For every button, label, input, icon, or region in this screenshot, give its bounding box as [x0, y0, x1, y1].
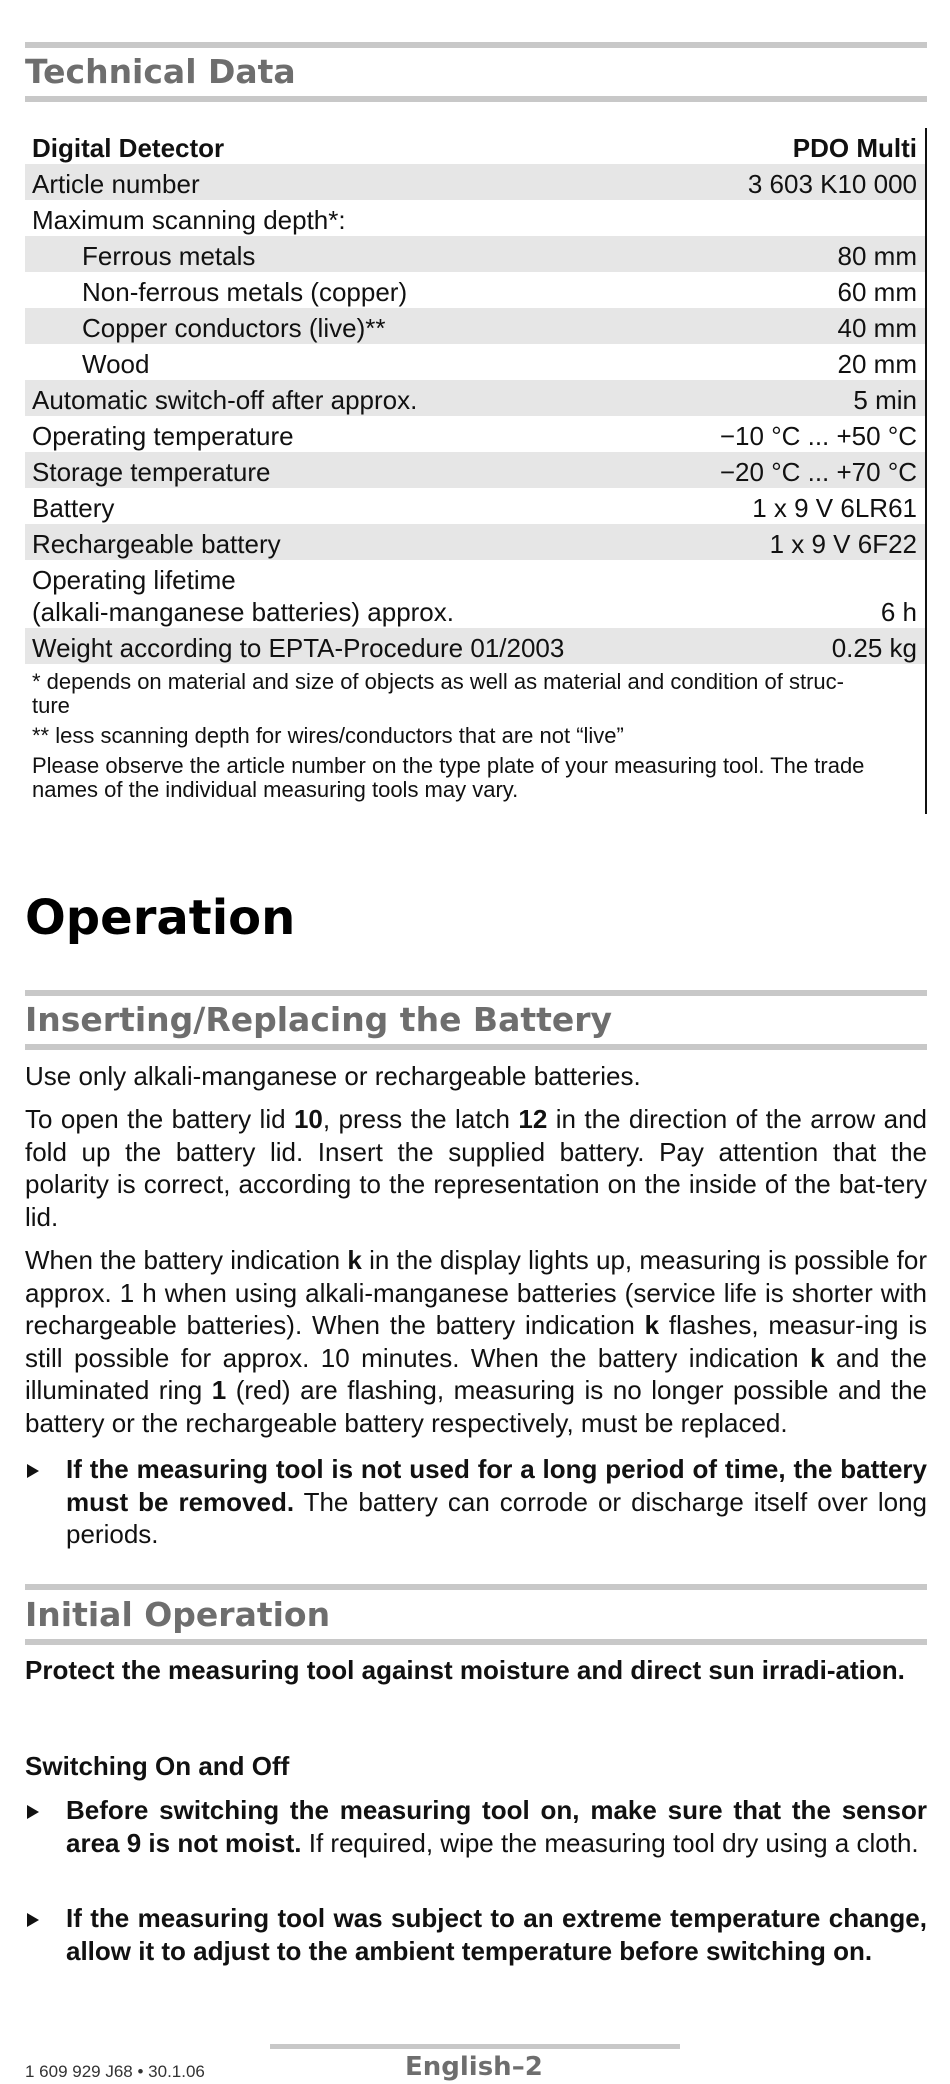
- text-run: To open the battery lid: [25, 1104, 294, 1134]
- operation-heading: Operation: [25, 890, 296, 946]
- row-value: 1 x 9 V 6F22: [769, 529, 917, 559]
- bold-ref: 12: [518, 1104, 548, 1134]
- section-rule-bottom: [25, 96, 927, 102]
- bullet-bold-text: Before switching the measuring tool on, make sure that the sensor area 9 is not moist.: [66, 1795, 927, 1858]
- row-label: Storage temperature: [32, 457, 271, 487]
- bullet-triangle-icon: [27, 1464, 39, 1478]
- footnote: [25, 754, 925, 802]
- section-rule-top: [25, 1584, 927, 1590]
- row-label: Operating temperature: [32, 421, 294, 451]
- bullet-triangle-icon: [27, 1805, 39, 1819]
- technical-data-table: [25, 128, 927, 802]
- section-rule-top: [25, 42, 927, 48]
- row-value: 40 mm: [837, 313, 917, 343]
- row-label: Battery: [32, 493, 115, 523]
- text-run: in the direction of the arrow and fold up the battery lid. Insert the supplied battery. Pay attention that the polarity is correct, according to the representation on the inside of the bat-tery lid.: [25, 1104, 927, 1232]
- battery-paragraph: [25, 1244, 927, 1439]
- table-row: [25, 416, 925, 452]
- battery-paragraph: Use only alkali-manganese or rechargeable batteries.: [25, 1061, 641, 1091]
- technical-data-heading: Technical Data: [25, 52, 296, 91]
- bold-ref: k: [810, 1342, 825, 1373]
- table-row: [25, 524, 925, 560]
- bullet-bold-text: If the measuring tool was subject to an extreme temperature change, allow it to adjust to the ambient temperature before switching on.: [66, 1903, 927, 1966]
- bold-ref: 10: [293, 1104, 323, 1134]
- row-label: Automatic switch-off after approx.: [32, 385, 418, 415]
- sensor-bullet: [25, 1794, 927, 1859]
- section-rule-bottom: [25, 1044, 927, 1050]
- table-header-row: [25, 128, 925, 164]
- row-label-line: Operating lifetime: [32, 565, 236, 595]
- bold-ref: k: [347, 1245, 362, 1275]
- table-row: [25, 308, 925, 344]
- row-value: 3 603 K10 000: [747, 169, 917, 199]
- bullet-bold-text: If the measuring tool is not used for a long period of time, the battery must be removed.: [66, 1454, 927, 1517]
- table-row: [25, 236, 925, 272]
- temperature-bullet: [25, 1902, 927, 1967]
- footnote-line: * depends on material and size of objects as well as material and condition of struc-: [32, 669, 844, 694]
- row-label: Wood: [82, 349, 150, 379]
- footer-doc-code: 1 609 929 J68 • 30.1.06: [25, 2062, 205, 2081]
- row-value: 80 mm: [837, 241, 917, 271]
- row-label: Non-ferrous metals (copper): [82, 277, 408, 307]
- row-value: 20 mm: [837, 349, 917, 379]
- bold-ref: k: [644, 1310, 660, 1340]
- bold-ref: 1: [211, 1375, 227, 1405]
- table-row: [25, 344, 925, 380]
- footnote-line: ture: [32, 693, 70, 718]
- row-value: 1 x 9 V 6LR61: [752, 493, 917, 523]
- bullet-triangle-icon: [27, 1913, 39, 1927]
- footer-rule: [270, 2044, 680, 2049]
- table-row: [25, 200, 925, 236]
- footer-page-number: English–2: [405, 2052, 543, 2082]
- row-value: 6 h: [880, 597, 917, 627]
- row-label: Maximum scanning depth*:: [32, 205, 346, 235]
- row-value: 60 mm: [837, 277, 917, 307]
- text-run: flashes, measur-ing is still possible for approx. 10 minutes. When the battery indication: [25, 1310, 927, 1373]
- text-run: and the illuminated ring: [25, 1342, 927, 1405]
- row-label: Weight according to EPTA-Procedure 01/2003: [32, 633, 565, 663]
- footnote: ** less scanning depth for wires/conductors that are not “live”: [32, 723, 624, 748]
- row-label: Copper conductors (live)**: [82, 313, 386, 343]
- switching-subheading: Switching On and Off: [25, 1751, 290, 1781]
- footnote: [25, 670, 925, 718]
- table-row: [25, 164, 925, 200]
- row-value: 5 min: [853, 385, 917, 415]
- row-value: −10 °C ... +50 °C: [719, 421, 917, 451]
- row-label: [32, 564, 454, 628]
- table-right-border: [925, 128, 927, 814]
- table-row: [25, 488, 925, 524]
- footnote-line: names of the individual measuring tools may vary.: [32, 777, 519, 802]
- row-label: Ferrous metals: [82, 241, 256, 271]
- battery-section-heading: Inserting/Replacing the Battery: [25, 1000, 613, 1039]
- table-row: [25, 628, 925, 664]
- row-label: Rechargeable battery: [32, 529, 281, 559]
- table-header-value: PDO Multi: [792, 133, 917, 163]
- initial-operation-heading: Initial Operation: [25, 1595, 331, 1634]
- text-run: , press the latch: [322, 1104, 519, 1134]
- battery-paragraph: [25, 1103, 927, 1233]
- table-row: [25, 272, 925, 308]
- table-row: [25, 560, 925, 628]
- text-run: When the battery indication: [25, 1245, 348, 1275]
- row-value: −20 °C ... +70 °C: [719, 457, 917, 487]
- section-rule-bottom: [25, 1639, 927, 1645]
- row-label-line: (alkali-manganese batteries) approx.: [32, 597, 454, 627]
- section-rule-top: [25, 990, 927, 996]
- bullet-text: If required, wipe the measuring tool dry using a cloth.: [301, 1827, 919, 1858]
- text-run: in the display lights up, measuring is possible for approx. 1 h when using alkali-manganese batteries (service life is shorter with rechargeable batteries). When the battery indication: [25, 1245, 928, 1340]
- bullet-text: The battery can corrode or discharge itself over long periods.: [66, 1486, 927, 1549]
- table-header-label: Digital Detector: [32, 133, 225, 163]
- table-row: [25, 380, 925, 416]
- row-value: 0.25 kg: [831, 633, 917, 663]
- text-run: (red) are flashing, measuring is no longer possible and the battery or the rechargeable battery respectively, must be replaced.: [25, 1375, 928, 1438]
- footnote-line: Please observe the article number on the type plate of your measuring tool. The trade: [32, 753, 865, 778]
- row-label: Article number: [32, 169, 200, 199]
- battery-warning-bullet: [25, 1453, 927, 1551]
- moisture-warning: Protect the measuring tool against moisture and direct sun irradi-ation.: [25, 1655, 905, 1685]
- table-row: [25, 452, 925, 488]
